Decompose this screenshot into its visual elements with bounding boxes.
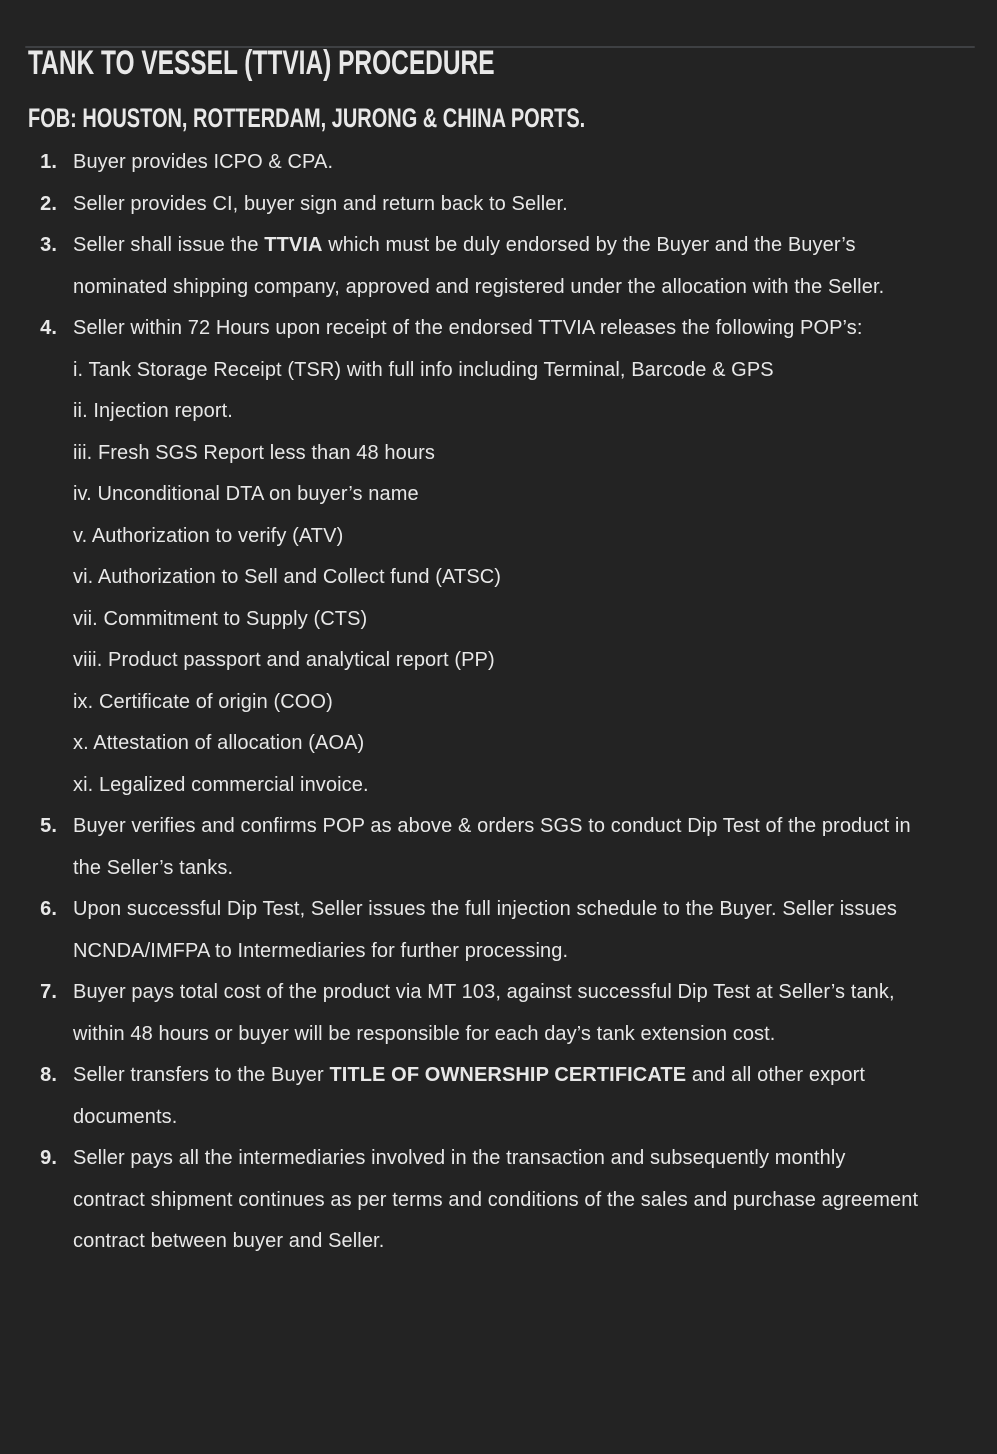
pop-sub-item: iii. Fresh SGS Report less than 48 hours (73, 441, 435, 464)
step-text (73, 1147, 918, 1252)
procedure-step (40, 225, 923, 308)
step-number: 1. (40, 151, 57, 173)
step-text (73, 1064, 865, 1128)
step-text-segment: Upon successful Dip Test, Seller issues the full injection schedule to the Buyer. Seller issues NCNDA/IMFPA to Intermediaries for further processing. (73, 898, 897, 962)
step-text-segment: Buyer verifies and confirms POP as above & orders SGS to conduct Dip Test of the product in the Seller’s tanks. (73, 815, 911, 879)
pop-sub-item: viii. Product passport and analytical report (PP) (73, 649, 495, 671)
step-text (73, 234, 884, 298)
step-text (73, 898, 897, 962)
document-subtitle: FOB: HOUSTON, ROTTERDAM, JURONG & CHINA PORTS. (28, 103, 586, 133)
step-text-segment: Seller shall issue the (73, 234, 265, 256)
step-number: 4. (40, 317, 57, 339)
procedure-step (40, 972, 923, 1055)
step-text-segment: Seller provides CI, buyer sign and return back to Seller. (73, 192, 568, 215)
step-number: 5. (40, 815, 57, 837)
step-text-bold-segment: TITLE OF OWNERSHIP CERTIFICATE (329, 1064, 687, 1086)
pop-sub-item: vi. Authorization to Sell and Collect fund (ATSC) (73, 566, 502, 588)
pop-sub-item: vii. Commitment to Supply (CTS) (73, 607, 368, 630)
step-text (73, 193, 568, 215)
step-number: 7. (40, 981, 57, 1003)
step-text-segment: Seller within 72 Hours upon receipt of the endorsed TTVIA releases the following POP’s: (73, 317, 863, 339)
procedure-list (28, 142, 923, 1263)
step-text (73, 815, 911, 879)
pop-sub-item: ix. Certificate of origin (COO) (73, 690, 333, 713)
step-number: 8. (40, 1064, 57, 1086)
step-number: 9. (40, 1147, 57, 1169)
procedure-step (40, 1055, 923, 1138)
procedure-step (40, 889, 923, 972)
procedure-document (0, 43, 997, 1263)
procedure-step (40, 142, 923, 184)
step-text-segment: which must be duly endorsed by the Buyer and the Buyer’s nominated shipping company, approved and registered under the allocation with the Seller. (73, 234, 885, 298)
procedure-step (40, 184, 923, 226)
pop-sub-item: i. Tank Storage Receipt (TSR) with full info including Terminal, Barcode & GPS (73, 358, 774, 381)
pop-sub-item: ii. Injection report. (73, 400, 233, 422)
pop-sub-item: x. Attestation of allocation (AOA) (73, 732, 365, 754)
step-number: 2. (40, 192, 57, 215)
step-text (73, 981, 895, 1045)
step-text-segment: Seller pays all the intermediaries involved in the transaction and subsequently monthly contract shipment continues as per terms and conditions of the sales and purchase agreement contract between buyer and Seller. (73, 1147, 919, 1252)
step-text (73, 317, 863, 339)
step-text-segment: Seller transfers to the Buyer (73, 1064, 330, 1086)
step-number: 6. (40, 898, 57, 920)
procedure-step (40, 1138, 923, 1263)
pop-sub-item: xi. Legalized commercial invoice. (73, 773, 369, 796)
step-text (73, 151, 333, 173)
pop-sub-item: iv. Unconditional DTA on buyer’s name (73, 483, 419, 505)
pop-sub-item: v. Authorization to verify (ATV) (73, 524, 344, 547)
page-title: TANK TO VESSEL (TTVIA) PROCEDURE (28, 44, 495, 82)
step-text-segment: Buyer provides ICPO & CPA. (73, 151, 334, 173)
step-number: 3. (40, 234, 57, 256)
step-text-segment: and all other export documents. (73, 1064, 866, 1128)
step-text-segment: Buyer pays total cost of the product via MT 103, against successful Dip Test at Seller’s tank, within 48 hours or buyer will be responsible for each day’s tank extension cost. (73, 981, 895, 1045)
procedure-step (40, 308, 923, 806)
step-text-bold-segment: TTVIA (264, 234, 323, 256)
procedure-step (40, 806, 923, 889)
